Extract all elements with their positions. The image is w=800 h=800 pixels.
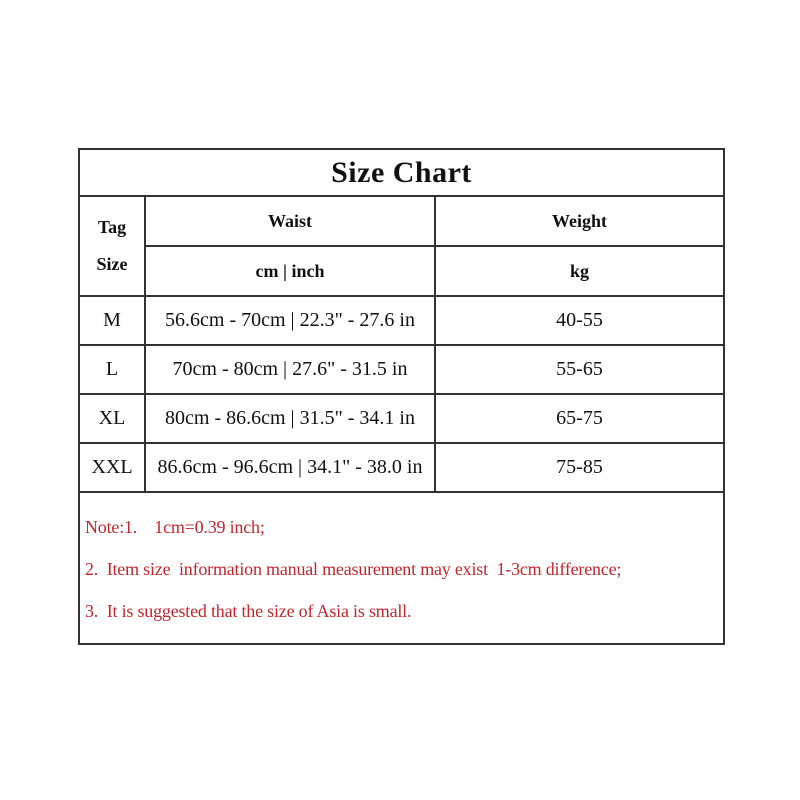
waist-unit-header: cm | inch — [145, 246, 435, 296]
note-line-1: Note:1. 1cm=0.39 inch; — [85, 517, 265, 537]
weight-unit-header: kg — [435, 246, 724, 296]
weight-value-cell: 40-55 — [435, 296, 724, 345]
col-header-waist: Waist — [145, 196, 435, 246]
size-label: Size — [96, 254, 128, 274]
weight-value-cell: 55-65 — [435, 345, 724, 394]
waist-value-cell: 80cm - 86.6cm | 31.5" - 34.1 in — [145, 394, 435, 443]
col-header-tag-size — [79, 196, 145, 296]
size-tag-cell: XL — [79, 394, 145, 443]
waist-value-cell: 56.6cm - 70cm | 22.3" - 27.6 in — [145, 296, 435, 345]
table-row — [79, 443, 724, 492]
size-tag-cell: XXL — [79, 443, 145, 492]
table-row — [79, 296, 724, 345]
note-line-3: 3. It is suggested that the size of Asia is small. — [85, 601, 412, 621]
note-line-2: 2. Item size information manual measurement may exist 1-3cm difference; — [85, 559, 622, 579]
table-row — [79, 345, 724, 394]
size-tag-cell: M — [79, 296, 145, 345]
col-header-weight: Weight — [435, 196, 724, 246]
tag-label: Tag — [97, 217, 127, 237]
table-row — [79, 394, 724, 443]
size-chart-table — [78, 148, 725, 645]
waist-value-cell: 86.6cm - 96.6cm | 34.1" - 38.0 in — [145, 443, 435, 492]
notes-section — [79, 492, 724, 644]
weight-value-cell: 65-75 — [435, 394, 724, 443]
chart-title: Size Chart — [79, 149, 724, 196]
weight-value-cell: 75-85 — [435, 443, 724, 492]
waist-value-cell: 70cm - 80cm | 27.6" - 31.5 in — [145, 345, 435, 394]
size-tag-cell: L — [79, 345, 145, 394]
